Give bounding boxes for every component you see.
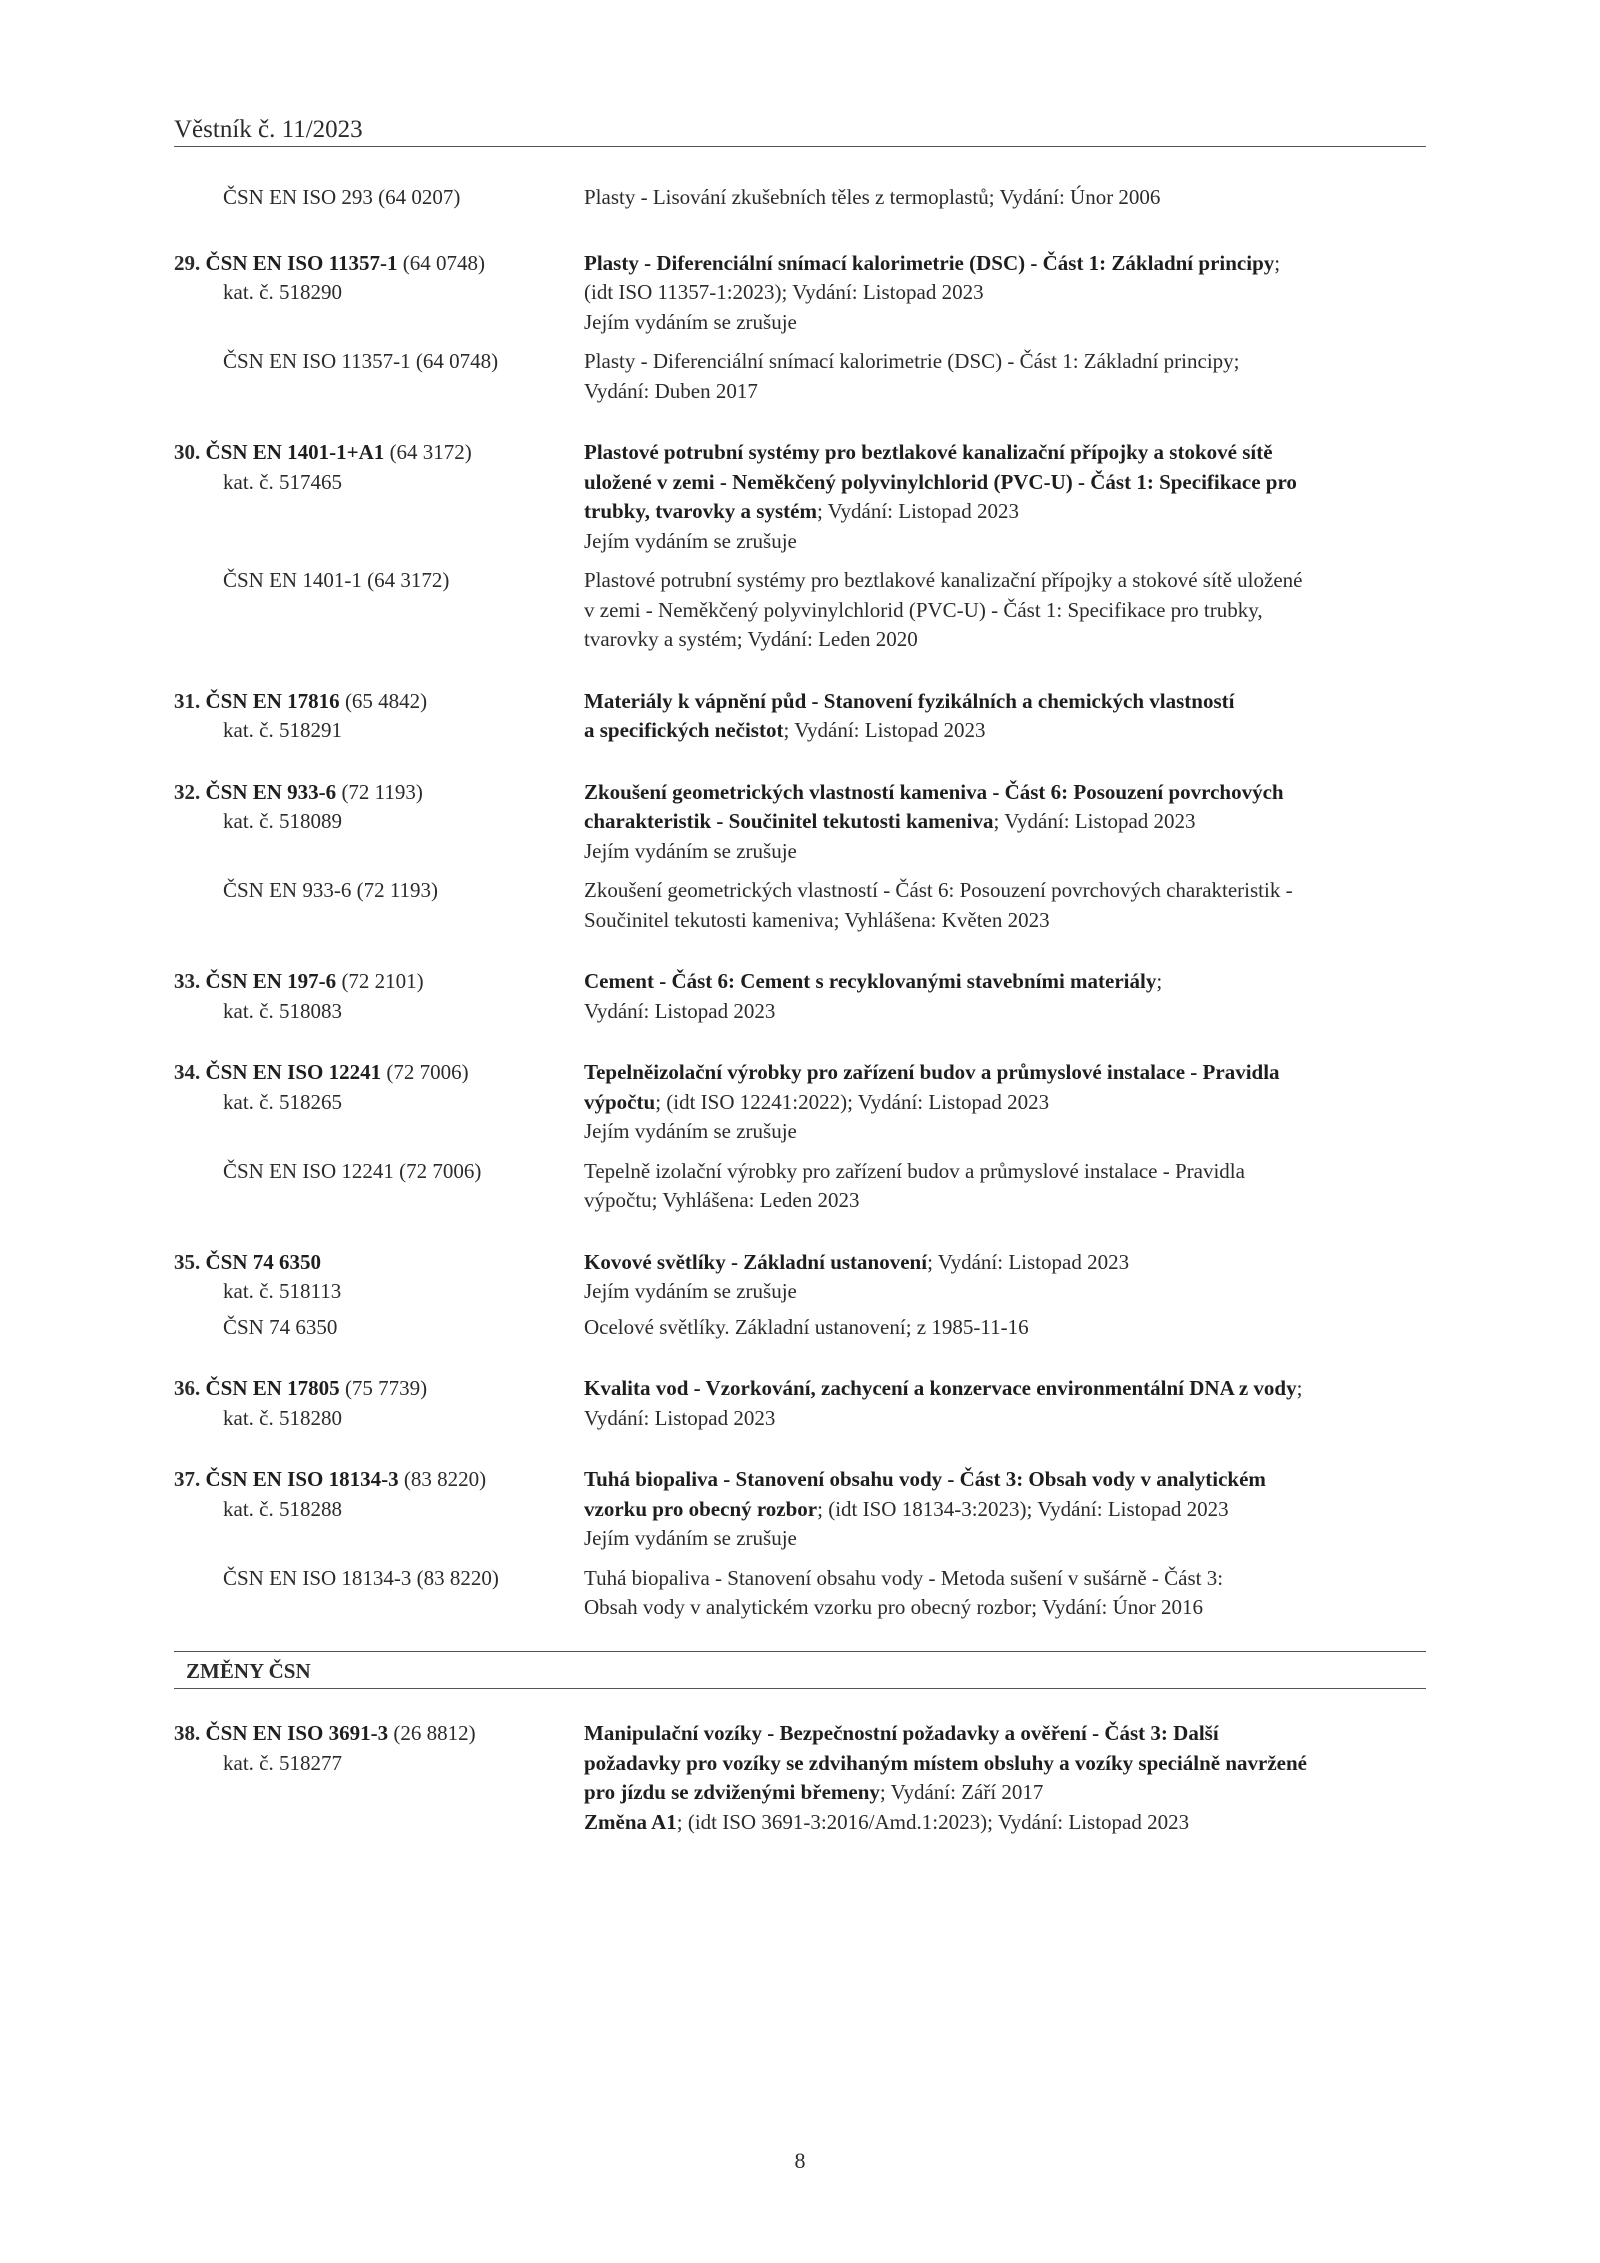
- title-line: [584, 687, 1426, 717]
- title-line: [584, 1248, 1426, 1278]
- title-bold: charakteristik - Součinitel tekutosti kameniva: [584, 809, 994, 833]
- title-text: ; Vydání: Listopad 2023: [993, 809, 1196, 833]
- replaced-standard-row: [174, 347, 1426, 406]
- entry-designation: [174, 687, 584, 746]
- entry-main-row: [174, 1374, 1426, 1433]
- standard-code: ČSN EN 197-6: [205, 969, 337, 993]
- title-text: Vydání: Listopad 2023: [584, 1405, 776, 1430]
- title-text: ; (idt ISO 3691-3:2016/Amd.1:2023); Vydání: Listopad 2023: [676, 1809, 1190, 1834]
- replaced-title-line: Tuhá biopaliva - Stanovení obsahu vody - Metoda sušení v sušárně - Část 3:: [584, 1565, 1224, 1590]
- replaced-code-line: ČSN EN ISO 12241 (72 7006): [223, 1158, 482, 1183]
- standard-entry: [174, 1465, 1426, 1623]
- standard-number: [174, 778, 584, 808]
- title-bold: požadavky pro vozíky se zdvihaným místem obsluhy a vozíky speciálně navržené: [584, 1750, 1307, 1775]
- entry-designation: [174, 183, 584, 213]
- title-line: [584, 1088, 1426, 1118]
- replaced-standard-row: [174, 1313, 1426, 1343]
- page-header: Věstník č. 11/2023: [174, 116, 363, 143]
- entry-title: [584, 183, 1426, 213]
- catalog-number: [174, 278, 584, 308]
- classification-code: kat. č. 518083: [223, 998, 342, 1023]
- entry-main-row: [174, 687, 1426, 746]
- entry-index: 33.: [174, 969, 206, 993]
- replaced-standard-row: [174, 1157, 1426, 1216]
- replaced-standard-title: [584, 1313, 1426, 1343]
- standard-code: ČSN EN ISO 18134-3: [205, 1467, 399, 1491]
- title-text: Jejím vydáním se zrušuje: [584, 528, 797, 553]
- title-line: [584, 1524, 1426, 1554]
- title-line: [584, 997, 1426, 1027]
- replaced-title-line: Ocelové světlíky. Základní ustanovení; z 1985-11-16: [584, 1314, 1029, 1339]
- classification-code: (72 7006): [381, 1060, 469, 1084]
- standard-code: ČSN EN 933-6: [205, 779, 337, 804]
- entry-designation: [174, 778, 584, 867]
- replaced-standard-row: [174, 1564, 1426, 1623]
- entry-title: [584, 687, 1426, 746]
- replaced-standard-title: [584, 876, 1426, 935]
- standard-code: ČSN EN ISO 3691-3: [205, 1721, 389, 1745]
- entry-index: 31.: [174, 688, 206, 713]
- classification-code: (65 4842): [339, 688, 428, 713]
- title-bold: trubky, tvarovky a systém: [584, 499, 817, 523]
- replaced-title-line: Plasty - Diferenciální snímací kalorimetrie (DSC) - Část 1: Základní principy;: [584, 349, 1240, 373]
- title-line: [584, 778, 1426, 808]
- classification-code: kat. č. 518290: [223, 280, 342, 304]
- title-line: [584, 1374, 1426, 1404]
- standards-list: [174, 183, 1426, 1655]
- replaced-title-line: Součinitel tekutosti kameniva; Vyhlášena: Květen 2023: [584, 907, 1050, 932]
- title-line: [584, 807, 1426, 837]
- entry-designation: [174, 1248, 584, 1307]
- classification-code: (64 0748): [397, 250, 485, 275]
- catalog-number: [174, 468, 584, 498]
- title-bold: Materiály k vápnění půd - Stanovení fyzikálních a chemických vlastností: [584, 688, 1235, 713]
- replaced-code-line: ČSN 74 6350: [223, 1314, 338, 1339]
- title-line: [584, 438, 1426, 468]
- title-text: ; (idt ISO 18134-3:2023); Vydání: Listopad 2023: [817, 1496, 1229, 1521]
- entry-designation: [174, 1465, 584, 1554]
- classification-code: kat. č. 518291: [223, 718, 342, 742]
- title-line: [584, 1749, 1426, 1779]
- classification-code: (83 8220): [398, 1467, 487, 1491]
- entry-title: [584, 967, 1426, 1026]
- title-line: [584, 468, 1426, 498]
- standard-code: ČSN EN 1401-1+A1: [205, 440, 385, 464]
- entry-index: 34.: [174, 1060, 206, 1084]
- classification-code: (64 3172): [384, 440, 472, 464]
- title-text: Jejím vydáním se zrušuje: [584, 1279, 797, 1303]
- entry-main-row: [174, 1719, 1426, 1837]
- catalog-number: [174, 1277, 584, 1307]
- replaced-title-line: Tepelně izolační výrobky pro zařízení budov a průmyslové instalace - Pravidla: [584, 1158, 1245, 1183]
- title-line: [584, 278, 1426, 308]
- catalog-number: [174, 1749, 584, 1779]
- title-text: ;: [1156, 969, 1163, 993]
- title-text: Jejím vydáním se zrušuje: [584, 838, 797, 863]
- catalog-number: [174, 807, 584, 837]
- entry-main-row: [174, 438, 1426, 556]
- replaced-standard-code: [174, 1313, 584, 1343]
- classification-code: ČSN EN ISO 293 (64 0207): [223, 185, 461, 209]
- catalog-number: [174, 1088, 584, 1118]
- replaced-code-line: ČSN EN ISO 11357-1 (64 0748): [223, 349, 499, 373]
- replaced-title-line: Obsah vody v analytickém vzorku pro obecný rozbor; Vydání: Únor 2016: [584, 1595, 1203, 1619]
- title-line: [584, 1404, 1426, 1434]
- standard-entry: [174, 1374, 1426, 1433]
- title-line: [584, 497, 1426, 527]
- title-bold: Manipulační vozíky - Bezpečnostní požadavky a ověření - Část 3: Další: [584, 1721, 1219, 1745]
- standard-number: [174, 967, 584, 997]
- entry-title: [584, 1374, 1426, 1433]
- title-line: [584, 1808, 1426, 1838]
- title-line: [584, 527, 1426, 557]
- catalog-number: [174, 1404, 584, 1434]
- standard-entry: [174, 249, 1426, 407]
- title-text: Plasty - Lisování zkušebních těles z termoplastů; Vydání: Únor 2006: [584, 185, 1161, 209]
- classification-code: kat. č. 518113: [223, 1279, 342, 1303]
- entry-designation: [174, 438, 584, 556]
- classification-code: (75 7739): [339, 1376, 428, 1400]
- standard-number: [174, 1465, 584, 1495]
- title-line: [584, 1719, 1426, 1749]
- entry-main-row: [174, 183, 1426, 213]
- title-bold: Tepelněizolační výrobky pro zařízení budov a průmyslové instalace - Pravidla: [584, 1060, 1280, 1084]
- replaced-standard-code: [174, 566, 584, 655]
- title-bold: Plasty - Diferenciální snímací kalorimetrie (DSC) - Část 1: Základní principy: [584, 250, 1275, 275]
- title-text: Vydání: Listopad 2023: [584, 998, 776, 1023]
- catalog-number: [174, 997, 584, 1027]
- classification-code: (72 2101): [336, 969, 424, 993]
- standard-number: [174, 249, 584, 279]
- replaced-title-line: Vydání: Duben 2017: [584, 378, 758, 403]
- title-text: ; Vydání: Listopad 2023: [816, 499, 1019, 523]
- entry-title: [584, 438, 1426, 556]
- title-line: [584, 1778, 1426, 1808]
- entry-title: [584, 1719, 1426, 1837]
- title-text: Jejím vydáním se zrušuje: [584, 309, 797, 334]
- entry-main-row: [174, 1465, 1426, 1554]
- replaced-title-line: výpočtu; Vyhlášena: Leden 2023: [584, 1188, 860, 1212]
- entry-index: 38.: [174, 1721, 206, 1745]
- amendments-list: [174, 1719, 1426, 1869]
- entry-main-row: [174, 1058, 1426, 1147]
- standard-entry: [174, 438, 1426, 655]
- title-bold: Plastové potrubní systémy pro beztlakové kanalizační přípojky a stokové sítě: [584, 440, 1273, 464]
- title-bold: Tuhá biopaliva - Stanovení obsahu vody - Část 3: Obsah vody v analytickém: [584, 1467, 1266, 1491]
- standard-entry: [174, 1719, 1426, 1837]
- title-bold: uložené v zemi - Neměkčený polyvinylchlorid (PVC-U) - Část 1: Specifikace pro: [584, 469, 1297, 494]
- standard-number: [174, 183, 584, 213]
- catalog-number: [174, 1495, 584, 1525]
- entry-index: 35.: [174, 1249, 206, 1274]
- standard-number: [174, 1248, 584, 1278]
- replaced-code-line: ČSN EN 1401-1 (64 3172): [223, 568, 450, 592]
- title-text: (idt ISO 11357-1:2023); Vydání: Listopad 2023: [584, 280, 984, 304]
- title-text: ; Vydání: Září 2017: [879, 1780, 1044, 1804]
- standard-entry: [174, 183, 1426, 213]
- replaced-title-line: v zemi - Neměkčený polyvinylchlorid (PVC-U) - Část 1: Specifikace pro trubky,: [584, 597, 1263, 622]
- title-line: [584, 1495, 1426, 1525]
- standard-number: [174, 1374, 584, 1404]
- entry-index: 37.: [174, 1467, 206, 1491]
- replaced-standard-code: [174, 876, 584, 935]
- title-text: Jejím vydáním se zrušuje: [584, 1119, 797, 1143]
- title-line: [584, 1465, 1426, 1495]
- entry-designation: [174, 1058, 584, 1147]
- header-rule: [174, 146, 1426, 147]
- title-text: ;: [1274, 250, 1281, 275]
- title-bold: Cement - Část 6: Cement s recyklovanými stavebními materiály: [584, 969, 1157, 993]
- replaced-standard-row: [174, 566, 1426, 655]
- entry-title: [584, 778, 1426, 867]
- title-line: [584, 837, 1426, 867]
- entry-designation: [174, 967, 584, 1026]
- replaced-standard-title: [584, 1564, 1426, 1623]
- title-line: [584, 1277, 1426, 1307]
- title-line: [584, 183, 1426, 213]
- standard-code: ČSN 74 6350: [205, 1249, 322, 1274]
- entry-designation: [174, 1719, 584, 1837]
- title-text: ; Vydání: Listopad 2023: [783, 718, 986, 742]
- title-bold: výpočtu: [584, 1089, 656, 1114]
- entry-designation: [174, 249, 584, 338]
- title-line: [584, 249, 1426, 279]
- standard-code: ČSN EN ISO 12241: [205, 1060, 382, 1084]
- title-line: [584, 1058, 1426, 1088]
- title-bold: vzorku pro obecný rozbor: [584, 1496, 818, 1521]
- entry-main-row: [174, 778, 1426, 867]
- entry-index: 32.: [174, 779, 206, 804]
- title-bold: pro jízdu se zdviženými břemeny: [584, 1780, 880, 1804]
- entry-index: 29.: [174, 250, 206, 275]
- classification-code: kat. č. 517465: [223, 469, 342, 494]
- standard-number: [174, 438, 584, 468]
- standard-entry: [174, 1248, 1426, 1343]
- title-line: [584, 308, 1426, 338]
- page-number: 8: [794, 2148, 806, 2173]
- replaced-code-line: ČSN EN 933-6 (72 1193): [223, 878, 439, 902]
- section-heading: ZMĚNY ČSN: [174, 1651, 1426, 1689]
- title-bold: Kvalita vod - Vzorkování, zachycení a konzervace environmentální DNA z vody: [584, 1376, 1297, 1400]
- title-text: ; Vydání: Listopad 2023: [927, 1249, 1130, 1274]
- standard-entry: [174, 778, 1426, 936]
- replaced-title-line: tvarovky a systém; Vydání: Leden 2020: [584, 627, 918, 651]
- classification-code: (26 8812): [388, 1721, 476, 1745]
- standard-number: [174, 1719, 584, 1749]
- title-bold: a specifických nečistot: [584, 718, 784, 742]
- entry-index: 36.: [174, 1376, 206, 1400]
- classification-code: kat. č. 518277: [223, 1750, 342, 1775]
- title-text: ;: [1296, 1376, 1303, 1400]
- standard-entry: [174, 687, 1426, 746]
- classification-code: kat. č. 518288: [223, 1496, 342, 1521]
- replaced-standard-title: [584, 347, 1426, 406]
- replaced-standard-code: [174, 1157, 584, 1216]
- replaced-standard-title: [584, 566, 1426, 655]
- entry-main-row: [174, 1248, 1426, 1307]
- replaced-standard-row: [174, 876, 1426, 935]
- replaced-standard-title: [584, 1157, 1426, 1216]
- classification-code: kat. č. 518280: [223, 1405, 342, 1430]
- replaced-title-line: Zkoušení geometrických vlastností - Část 6: Posouzení povrchových charakteristik -: [584, 878, 1293, 902]
- classification-code: (72 1193): [336, 779, 423, 804]
- standard-number: [174, 1058, 584, 1088]
- classification-code: kat. č. 518265: [223, 1089, 342, 1114]
- replaced-title-line: Plastové potrubní systémy pro beztlakové kanalizační přípojky a stokové sítě uložené: [584, 568, 1303, 592]
- replaced-code-line: ČSN EN ISO 18134-3 (83 8220): [223, 1565, 499, 1590]
- catalog-number: [174, 716, 584, 746]
- title-line: [584, 716, 1426, 746]
- standard-entry: [174, 967, 1426, 1026]
- title-line: [584, 967, 1426, 997]
- entry-main-row: [174, 967, 1426, 1026]
- standard-number: [174, 687, 584, 717]
- title-bold: Změna A1: [584, 1809, 677, 1834]
- standard-code: ČSN EN 17816: [205, 688, 340, 713]
- title-text: Jejím vydáním se zrušuje: [584, 1526, 797, 1550]
- entry-main-row: [174, 249, 1426, 338]
- entry-title: [584, 1465, 1426, 1554]
- standard-entry: [174, 1058, 1426, 1216]
- title-bold: Zkoušení geometrických vlastností kameniva - Část 6: Posouzení povrchových: [584, 779, 1284, 804]
- standard-code: ČSN EN 17805: [205, 1376, 340, 1400]
- entry-designation: [174, 1374, 584, 1433]
- title-line: [584, 1117, 1426, 1147]
- title-text: ; (idt ISO 12241:2022); Vydání: Listopad 2023: [655, 1089, 1050, 1114]
- replaced-standard-code: [174, 347, 584, 406]
- entry-title: [584, 1058, 1426, 1147]
- entry-title: [584, 1248, 1426, 1307]
- standard-code: ČSN EN ISO 11357-1: [205, 250, 398, 275]
- entry-title: [584, 249, 1426, 338]
- title-bold: Kovové světlíky - Základní ustanovení: [584, 1249, 928, 1274]
- classification-code: kat. č. 518089: [223, 809, 342, 833]
- entry-index: 30.: [174, 440, 206, 464]
- replaced-standard-code: [174, 1564, 584, 1623]
